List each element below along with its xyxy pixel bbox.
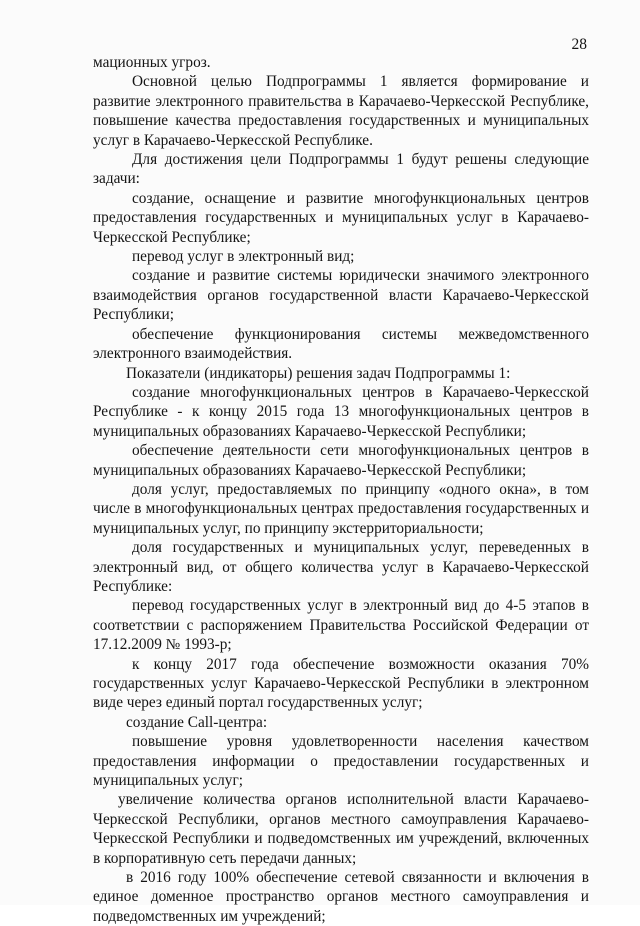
paragraph-goal: Основной целью Подпрограммы 1 является формирование и развитие электронного правительства в Карачаево-Черкесской Республике, повышение качества предоставления государственных и муниципальных услуг в Карачаево-Черкесской Республике. (93, 73, 589, 149)
indicator-item: доля услуг, предоставляемых по принципу «одного окна», в том числе в многофункциональных центрах предоставления государственных и муниципальных услуг, по принципу экстерриториальности; (93, 480, 589, 537)
indicator-item: к концу 2017 года обеспечение возможности оказания 70% государственных услуг Карачаево-Черкесской Республики в электронном виде через единый портал государственных услуг; (93, 655, 589, 712)
paragraph-tasks-intro: Для достижения цели Подпрограммы 1 будут решены следующие задачи: (93, 151, 589, 188)
page-number: 28 (571, 36, 587, 53)
document-body (93, 53, 589, 926)
task-item: перевод услуг в электронный вид; (132, 248, 355, 266)
indicator-item: обеспечение деятельности сети многофункциональных центров в муниципальных образованиях Карачаево-Черкесской Республики; (93, 442, 589, 479)
indicator-item: доля государственных и муниципальных услуг, переведенных в электронный вид, от общего количества услуг в Карачаево-Черкесской Республике: (93, 539, 589, 595)
indicator-item: повышение уровня удовлетворенности населения качеством предоставления информации о предоставлении государственных и муниципальных услуг; (93, 733, 589, 790)
task-item: обеспечение функционирования системы межведомственного электронного взаимодействия. (93, 325, 589, 363)
indicator-item: увеличение количества органов исполнительной власти Карачаево-Черкесской Республики, органов местного самоуправления Карачаево-Черкесской Республики и подведомственных им учреждений, включенных в корпоративную сеть передачи данных; (93, 791, 589, 867)
indicator-item: перевод государственных услуг в электронный вид до 4-5 этапов в соответствии с распоряжением Правительства Российской Федерации от 17.12.2009 № 1993-р; (93, 597, 589, 654)
indicator-item: в 2016 году 100% обеспечение сетевой связанности и включения в единое доменное пространство органов местного самоуправления и подведомственных им учреждений; (93, 869, 589, 925)
paragraph: мационных угроз. (93, 54, 211, 71)
indicator-item: создание Call-центра: (126, 713, 268, 731)
paragraph-indicators-intro: Показатели (индикаторы) решения задач Подпрограммы 1: (126, 364, 511, 382)
task-item: создание и развитие системы юридически значимого электронного взаимодействия органов государственной власти Карачаево-Черкесской Республики; (93, 267, 589, 324)
task-item: создание, оснащение и развитие многофункциональных центров предоставления государственных и муниципальных услуг в Карачаево-Черкесской Республике; (93, 189, 589, 246)
indicator-item: создание многофункциональных центров в Карачаево-Черкесской Республике - к концу 2015 года 13 многофункциональных центров в муниципальных образованиях Карачаево-Черкесской Республики; (93, 383, 589, 440)
